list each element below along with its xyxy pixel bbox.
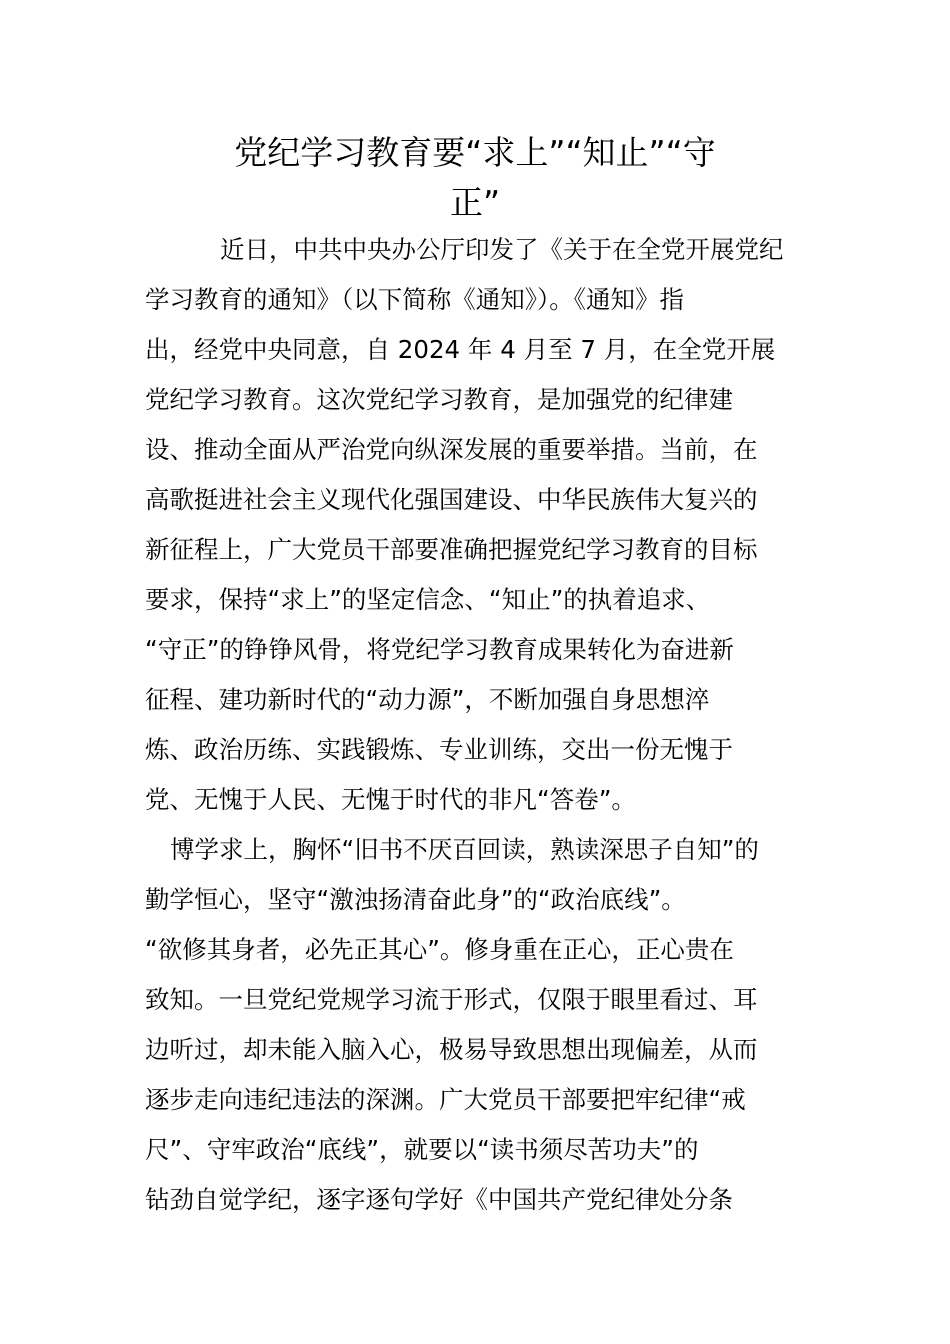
body-line: 征程、建功新时代的“动力源”，不断加强自身思想淬 xyxy=(145,685,710,714)
body-line: “欲修其身者，必先正其心”。修身重在正心，正心贵在 xyxy=(145,935,734,964)
title-line-1: 党纪学习教育要“求上”“知止”“守 xyxy=(234,133,716,172)
body-line: 党、无愧于人民、无愧于时代的非凡“答卷”。 xyxy=(145,785,636,814)
body-line: 尺”、守牢政治“底线”，就要以“读书须尽苦功夫”的 xyxy=(145,1135,699,1164)
body-line: 设、推动全面从严治党向纵深发展的重要举措。当前，在 xyxy=(145,435,758,464)
body-line: 逐步走向违纪违法的深渊。广大党员干部要把牢纪律“戒 xyxy=(145,1085,746,1114)
body-line: 边听过，却未能入脑入心，极易导致思想出现偏差，从而 xyxy=(145,1035,758,1064)
body-line: 勤学恒心，坚守“激浊扬清奋此身”的“政治底线”。 xyxy=(145,885,686,914)
body-line: 党纪学习教育。这次党纪学习教育，是加强党的纪律建 xyxy=(145,385,733,414)
title-line-2: 正” xyxy=(449,183,501,222)
body-line: 炼、政治历练、实践锻炼、专业训练，交出一份无愧于 xyxy=(145,735,733,764)
body-line: 近日，中共中央办公厅印发了《关于在全党开展党纪 xyxy=(220,235,784,264)
body-line: 博学求上，胸怀“旧书不厌百回读，熟读深思子自知”的 xyxy=(170,835,759,864)
document-title xyxy=(150,128,800,228)
body-line: “守正”的铮铮风骨，将党纪学习教育成果转化为奋进新 xyxy=(145,635,734,664)
body-line: 学习教育的通知》（以下简称《通知》）。《通知》指 xyxy=(145,285,684,314)
body-line: 致知。一旦党纪党规学习流于形式，仅限于眼里看过、耳 xyxy=(145,985,758,1014)
body-line: 钻劲自觉学纪，逐字逐句学好《中国共产党纪律处分条 xyxy=(145,1185,733,1214)
body-line: 要求，保持“求上”的坚定信念、“知止”的执着追求、 xyxy=(145,585,711,614)
body-line: 高歌挺进社会主义现代化强国建设、中华民族伟大复兴的 xyxy=(145,485,758,514)
body-line: 出，经党中央同意，自 2024 年 4 月至 7 月，在全党开展 xyxy=(145,335,776,364)
body-line: 新征程上，广大党员干部要准确把握党纪学习教育的目标 xyxy=(145,535,758,564)
